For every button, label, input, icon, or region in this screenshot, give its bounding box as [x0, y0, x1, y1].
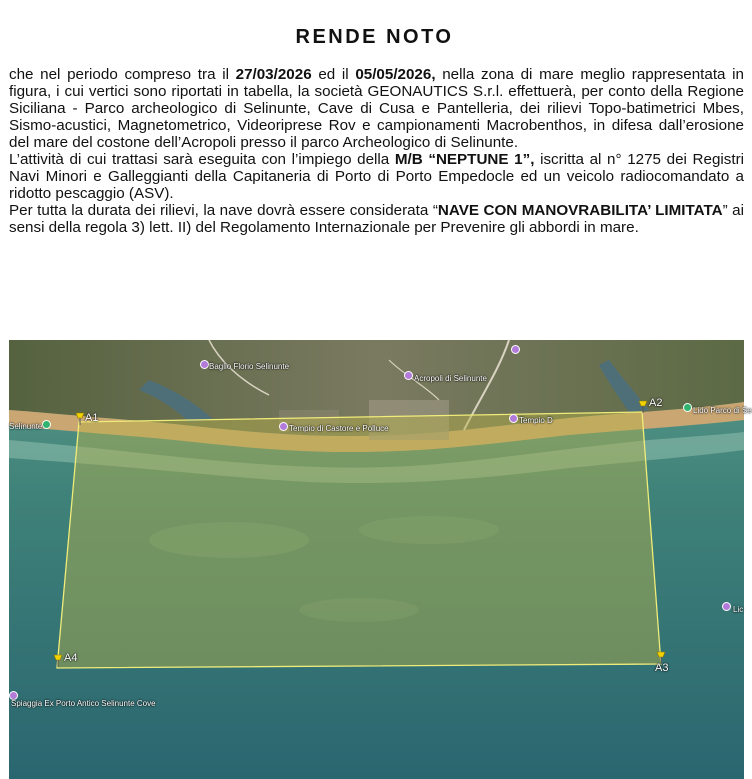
place-marker-icon	[404, 371, 413, 380]
place-marker-icon	[511, 345, 520, 354]
text: che nel periodo compreso tra il	[9, 66, 236, 83]
place-marker-icon	[509, 414, 518, 423]
date-end: 05/05/2026,	[355, 66, 436, 83]
place-label: Tempio D	[519, 416, 553, 425]
satellite-image	[9, 340, 744, 779]
text: nella zona di mare meglio rappresentata in figura, i cui vertici sono riportati in tabella, la società GEONAUTICS S.r.l. effettuerà, per conto della Regione Siciliana - Parco archeologico di Selinunte, Cave di Cusa e Pantelleria, dei rilievi Topo-batimetrici Mbes, Sismo-acustici, Magnetometrico, Videoriprese Rov e campionamenti Macrobenthos, in difesa dall’erosione del mare del costone dell’Acropoli presso il parco Archeologico di Selinunte.	[9, 66, 744, 151]
text: L’attività di cui trattasi sarà eseguita con l’impiego della	[9, 151, 395, 168]
place-marker-icon	[279, 422, 288, 431]
text: Per tutta la durata dei rilievi, la nave dovrà essere considerata “	[9, 202, 438, 219]
place-label: Acropoli di Selinunte	[414, 374, 487, 383]
vertex-label-a3: A3	[655, 662, 669, 674]
place-marker-icon	[722, 602, 731, 611]
paragraph-status	[9, 202, 744, 236]
survey-zone	[57, 412, 661, 668]
paragraph-vessel	[9, 151, 744, 202]
pin-icon	[637, 400, 649, 414]
date-start: 27/03/2026	[235, 66, 312, 83]
page-title: RENDE NOTO	[295, 26, 454, 48]
vertex-label-a4: A4	[64, 652, 78, 664]
place-label-spiaggia: Spiaggia Ex Porto Antico Selinunte Cove	[11, 699, 156, 708]
vertex-label-a2: A2	[649, 397, 663, 409]
pin-icon	[52, 654, 64, 668]
place-label-selinunte: Selinunte	[9, 422, 43, 431]
place-label: Baglio Florio Selinunte	[209, 362, 290, 371]
vessel-status: NAVE CON MANOVRABILITA’ LIMITATA	[437, 202, 723, 219]
text: ed il	[311, 66, 356, 83]
notice-body	[9, 66, 744, 236]
beach-marker-icon	[42, 420, 51, 429]
beach-marker-icon	[683, 403, 692, 412]
vessel-name: M/B “NEPTUNE 1”,	[394, 151, 535, 168]
place-label: Lic	[733, 605, 744, 614]
place-label-lido: Lido Parco di Se	[693, 406, 752, 415]
vertex-label-a1: A1	[85, 412, 99, 424]
place-label: Tempio di Castore e Polluce	[289, 424, 389, 433]
place-marker-icon	[200, 360, 209, 369]
text: iscritta al n° 1275 dei Registri Navi Minori e Galleggianti della Capitaneria di Porto di Porto Empedocle ed un veicolo radiocomandato a ridotto pescaggio (ASV).	[9, 151, 745, 202]
text: ” ai sensi della regola 3) lett. II) del Regolamento Internazionale per Prevenire gli abbordi in mare.	[9, 202, 744, 236]
survey-area-map	[9, 340, 752, 779]
paragraph-period	[9, 66, 744, 151]
